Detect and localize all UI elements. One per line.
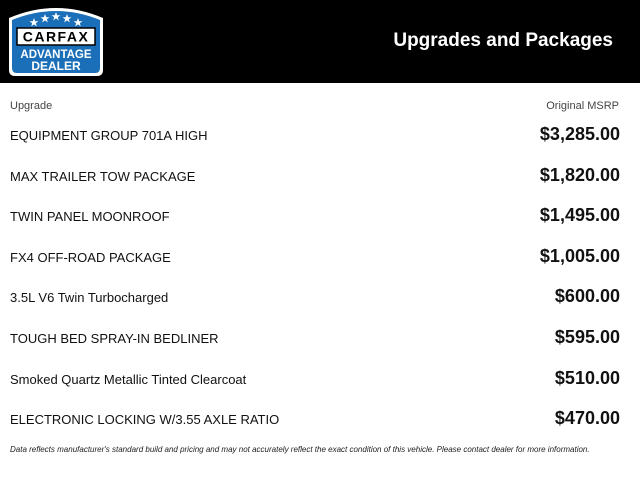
- upgrade-row: [0, 359, 640, 400]
- logo-brand-text: CARFAX: [22, 28, 90, 45]
- upgrade-row: [0, 156, 640, 197]
- upgrade-price: $600.00: [554, 286, 620, 307]
- upgrade-row: [0, 115, 640, 156]
- upgrade-row: [0, 399, 640, 440]
- upgrade-price: $1,820.00: [539, 164, 620, 185]
- header-bar: [0, 0, 640, 83]
- column-header-msrp: Original MSRP: [546, 100, 619, 112]
- upgrade-price: $1,495.00: [539, 205, 620, 226]
- upgrade-price: $1,005.00: [539, 245, 620, 266]
- upgrade-price: $470.00: [554, 408, 620, 429]
- disclaimer-text: Data reflects manufacturer's standard build and pricing and may not accurately reflect the exact condition of this vehicle. Please contact dealer for more information.: [10, 445, 590, 454]
- upgrade-price: $510.00: [554, 367, 620, 388]
- upgrades-list: [0, 115, 640, 440]
- upgrade-name: Smoked Quartz Metallic Tinted Clearcoat: [10, 371, 247, 387]
- upgrade-name: EQUIPMENT GROUP 701A HIGH: [10, 128, 208, 143]
- upgrade-name: MAX TRAILER TOW PACKAGE: [10, 168, 196, 184]
- upgrade-name: TWIN PANEL MOONROOF: [10, 209, 170, 225]
- upgrade-price: $3,285.00: [539, 124, 620, 144]
- logo-line1: ADVANTAGE: [20, 49, 92, 61]
- upgrade-name: 3.5L V6 Twin Turbocharged: [10, 290, 169, 306]
- upgrade-row: [0, 318, 640, 359]
- column-header-upgrade: Upgrade: [10, 100, 53, 112]
- upgrade-price: $595.00: [554, 326, 620, 347]
- upgrade-name: FX4 OFF-ROAD PACKAGE: [10, 249, 171, 265]
- upgrade-row: [0, 277, 640, 318]
- upgrade-name: TOUGH BED SPRAY-IN BEDLINER: [10, 330, 219, 346]
- carfax-advantage-dealer-logo: [5, 4, 107, 79]
- upgrade-name: ELECTRONIC LOCKING W/3.55 AXLE RATIO: [10, 412, 280, 428]
- upgrade-row: [0, 196, 640, 237]
- page-title: Upgrades and Packages: [393, 30, 613, 51]
- logo-line2: DEALER: [31, 59, 81, 73]
- upgrade-row: [0, 237, 640, 278]
